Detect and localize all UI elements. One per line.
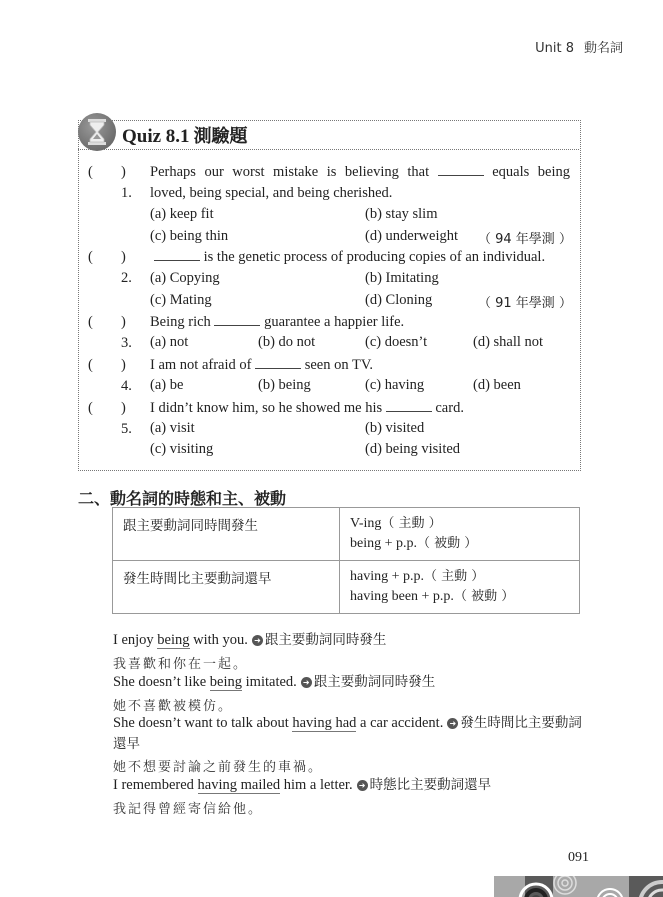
example-translation: 她不想要討論之前發生的車禍。 [113, 760, 324, 775]
example-sentence [113, 630, 583, 651]
underlined-gerund: being [209, 674, 243, 690]
option-c: (c) Mating [150, 292, 212, 308]
example-note: 發生時間比主要動詞還早 [113, 715, 582, 752]
question-number: ) 5. [121, 400, 132, 437]
form-passive: being + p.p. [350, 536, 417, 551]
grammar-table [112, 507, 580, 614]
option-a: (a) not [150, 334, 189, 350]
sentence-text: imitated. [242, 674, 297, 690]
page-number: 091 [568, 850, 589, 865]
question-number: ) 2. [121, 249, 132, 286]
option-b: (b) do not [258, 334, 316, 350]
form-active-label: （ 主動 ） [424, 569, 485, 584]
option-c: (c) doesn’t [365, 334, 428, 350]
underlined-gerund: being [157, 632, 190, 648]
exam-source [478, 292, 572, 312]
question-text-line2: loved, being special, and being cherished. [150, 185, 393, 201]
example-note: 跟主要動詞同時發生 [313, 674, 436, 690]
arrow-right-icon: ➜ [301, 677, 312, 688]
answer-blank [386, 399, 432, 412]
answer-blank [255, 356, 301, 369]
table-cell-label: 發生時間比主要動詞還早 [113, 561, 340, 614]
form-active: V-ing [350, 516, 382, 531]
exam-source-text: （ 91 年學測 ） [478, 296, 572, 311]
question-text [150, 162, 570, 183]
answer-paren[interactable]: ( [88, 314, 93, 330]
sentence-text: a car accident. [356, 715, 444, 731]
option-c: (c) being thin [150, 228, 229, 244]
question-number: ) 3. [121, 314, 132, 351]
form-active-label: （ 主動 ） [381, 516, 442, 531]
answer-paren[interactable]: ( [88, 249, 93, 265]
table-row [113, 561, 580, 614]
exam-source [478, 228, 572, 248]
sentence-text: I enjoy [113, 632, 158, 648]
option-a: (a) Copying [150, 270, 220, 286]
question-text [150, 355, 570, 376]
example-sentence [113, 775, 583, 796]
answer-paren[interactable]: ( [88, 164, 93, 180]
example-note: 跟主要動詞同時發生 [264, 632, 387, 648]
arrow-right-icon: ➜ [252, 635, 263, 646]
option-b: (b) stay slim [365, 206, 438, 222]
option-d: (d) underweight [365, 228, 459, 244]
table-cell-label: 跟主要動詞同時間發生 [113, 508, 340, 561]
arrow-right-icon: ➜ [447, 718, 458, 729]
example-translation: 我喜歡和你在一起。 [113, 657, 249, 672]
form-passive-label: （ 被動 ） [453, 589, 515, 604]
option-c: (c) having [365, 377, 425, 393]
form-passive: having been + p.p. [350, 589, 454, 604]
quiz-title [122, 122, 248, 148]
running-head [535, 37, 623, 56]
answer-paren[interactable]: ( [88, 357, 93, 373]
form-active: having + p.p. [350, 569, 424, 584]
option-a: (a) visit [150, 420, 195, 436]
quiz-title-en: Quiz 8.1 [122, 126, 190, 147]
sentence-text: with you. [189, 632, 248, 648]
sentence-text: him a letter. [280, 777, 353, 793]
example-translation: 她不喜歡被模仿。 [113, 699, 234, 714]
quiz-title-zh: 測驗題 [193, 126, 248, 147]
question-number: ) 1. [121, 164, 132, 201]
form-passive-label: （ 被動 ） [417, 536, 478, 551]
option-b: (b) being [258, 377, 311, 393]
chapter-label: 動名詞 [583, 41, 623, 56]
question-text-after: card. [435, 400, 464, 416]
underlined-gerund: having mailed [197, 777, 281, 793]
question-text-after: is the genetic process of producing copies of an individual. [203, 249, 546, 265]
option-d: (d) been [473, 377, 521, 393]
answer-blank [214, 313, 260, 326]
underlined-gerund: having had [292, 715, 357, 731]
question-text-before: Perhaps our worst mistake is believing that [150, 164, 430, 180]
option-a: (a) be [150, 377, 184, 393]
option-d: (d) shall not [473, 334, 544, 350]
table-cell-forms [340, 561, 580, 614]
answer-blank [154, 248, 200, 261]
footer-decoration [494, 876, 663, 897]
option-b: (b) Imitating [365, 270, 439, 286]
question-text-before: Being rich [150, 314, 211, 330]
question-text [150, 247, 570, 268]
answer-paren[interactable]: ( [88, 400, 93, 416]
table-row [113, 508, 580, 561]
option-c: (c) visiting [150, 441, 214, 457]
sentence-text: She doesn’t like [113, 674, 210, 690]
option-d: (d) Cloning [365, 292, 433, 308]
hourglass-icon [78, 113, 116, 151]
example-sentence [113, 713, 583, 755]
unit-label: Unit 8 [535, 41, 574, 56]
question-number: ) 4. [121, 357, 132, 394]
question-text-after: seen on TV. [304, 357, 374, 373]
table-cell-forms [340, 508, 580, 561]
question-text-after: equals being [492, 164, 571, 180]
exam-source-text: （ 94 年學測 ） [478, 232, 572, 247]
sentence-text: She doesn’t want to talk about [113, 715, 293, 731]
option-a: (a) keep fit [150, 206, 214, 222]
question-text-before: I am not afraid of [150, 357, 252, 373]
question-text-before: I didn’t know him, so he showed me his [150, 400, 383, 416]
option-b: (b) visited [365, 420, 425, 436]
example-note: 時態比主要動詞還早 [369, 777, 492, 793]
question-text [150, 312, 570, 333]
option-d: (d) being visited [365, 441, 461, 457]
example-translation: 我記得曾經寄信給他。 [113, 802, 264, 817]
question-text [150, 398, 570, 419]
sentence-text: I remembered [113, 777, 198, 793]
question-text-after: guarantee a happier life. [264, 314, 405, 330]
section-title: 二、動名詞的時態和主、被動 [78, 489, 287, 508]
example-sentence [113, 672, 583, 693]
answer-blank [438, 163, 484, 176]
arrow-right-icon: ➜ [357, 780, 368, 791]
